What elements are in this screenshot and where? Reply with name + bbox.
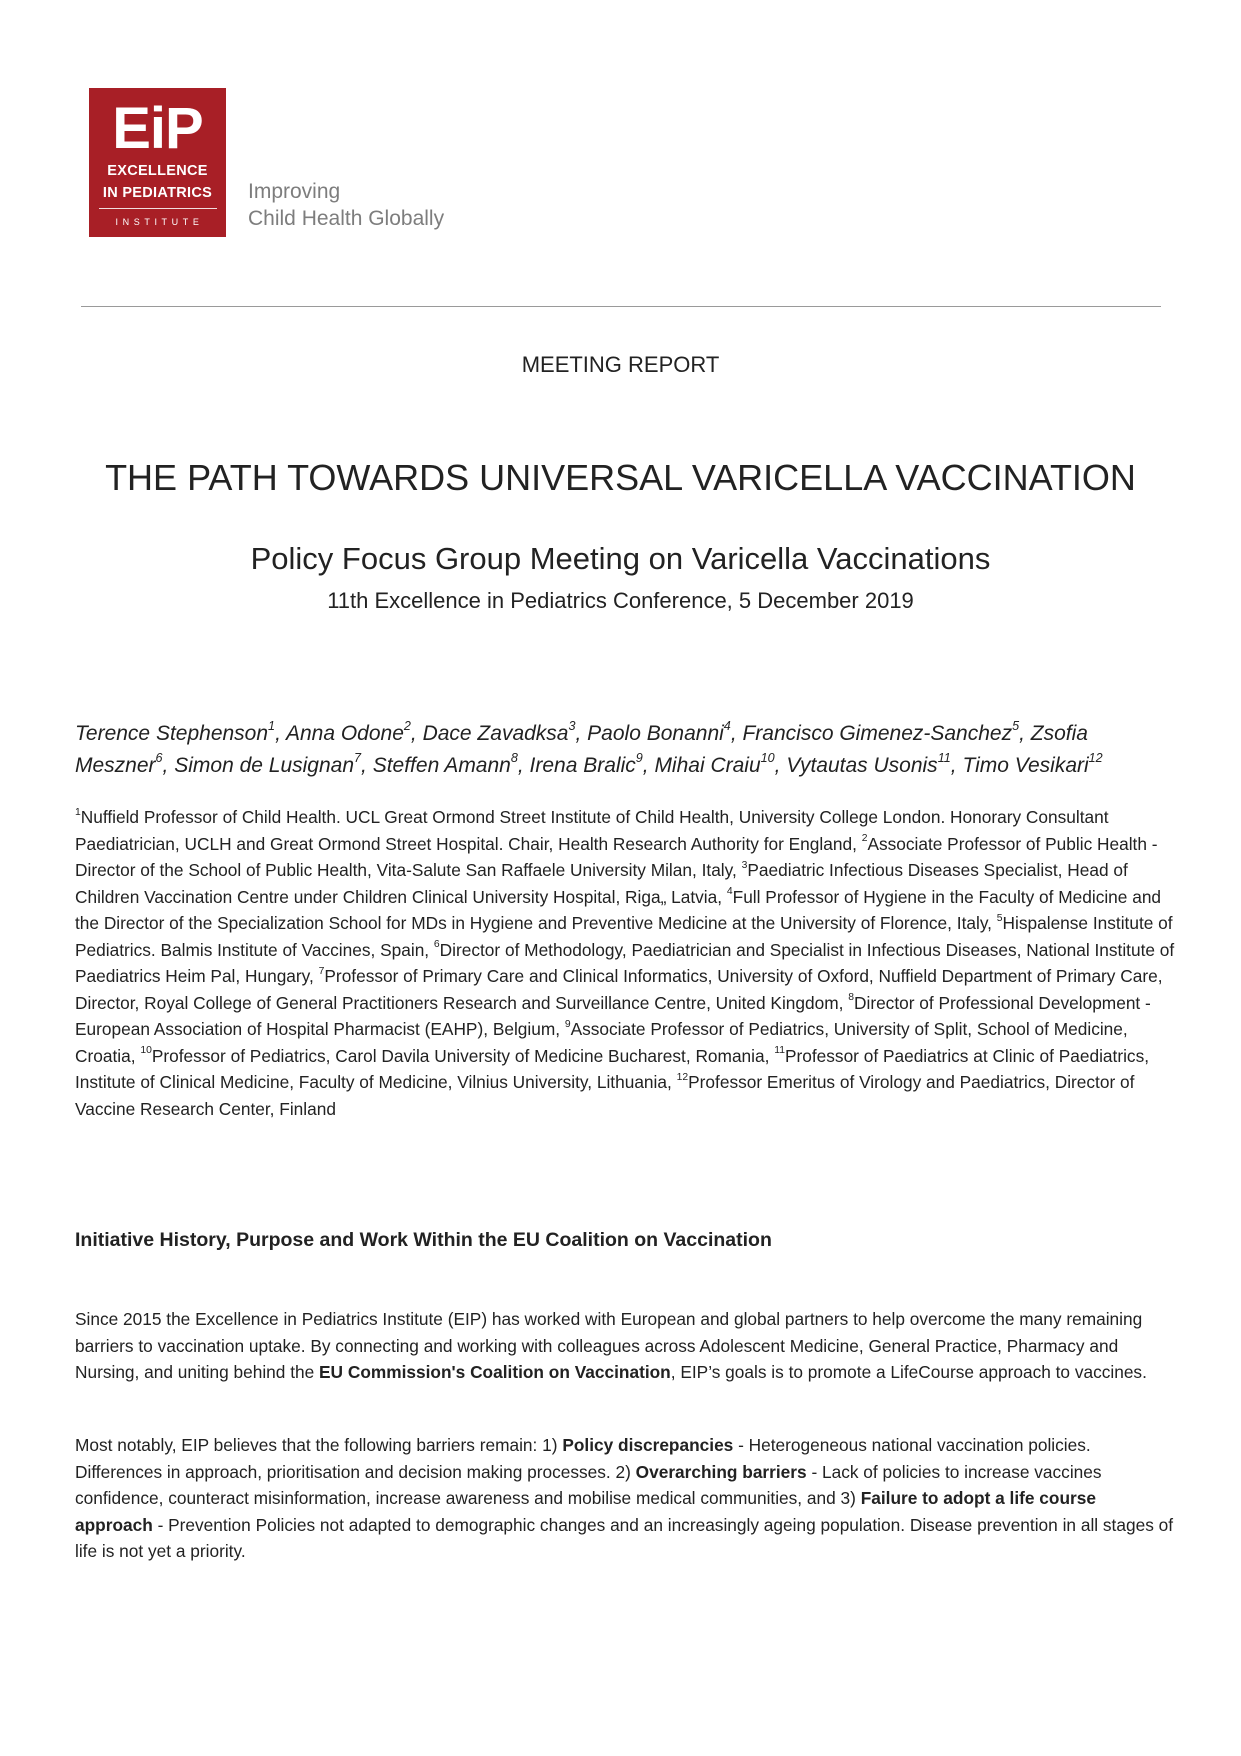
author-name: Zsofia Meszner <box>75 722 1088 777</box>
affiliation-superscript: 1 <box>75 806 81 818</box>
barrier-2-label: Overarching barriers <box>635 1461 807 1482</box>
affiliation-superscript: 3 <box>741 859 748 871</box>
affiliation-superscript: 4 <box>726 886 733 898</box>
barrier-2-text: - Lack of policies to increase vaccines confidence, counteract misinformation, increase awareness and mobilise medical communities, and 3) <box>75 1461 1102 1508</box>
barrier-3-text: - Prevention Policies not adapted to demographic changes and an increasingly ageing population. Disease prevention in all stages of life is not yet a priority. <box>75 1514 1174 1561</box>
tagline-line-2: Child Health Globally <box>248 207 445 230</box>
report-label: MEETING REPORT <box>521 352 720 377</box>
paragraph-history-text-1: Since 2015 the Excellence in Pediatrics Institute (EIP) has worked with European and global partners to help overcome the many remaining barriers to vaccination uptake. By connecting and working with colleagues across Adolescent Medicine, General Practice, Pharmacy and Nursing, and uniting behind the <box>75 1309 1143 1382</box>
barrier-3-label: Failure to adopt a life course approach <box>75 1488 1096 1535</box>
affiliation-text: Associate Professor of Pediatrics, University of Split, School of Medicine, Croatia, <box>75 1019 1128 1066</box>
author-name: Francisco Gimenez-Sanchez <box>742 722 1013 745</box>
affiliation-superscript: 11 <box>774 1045 785 1057</box>
logo-divider <box>99 208 217 209</box>
affiliation-text: Nuffield Professor of Child Health. UCL Great Ormond Street Institute of Child Health, University College London. Honorary Consultant Paediatrician, UCLH and Great Ormond Street Hospital. Chair, Health Research Authority for England, <box>75 807 1109 854</box>
affiliation-text: Associate Professor of Public Health - Director of the School of Public Health, Vita-Salute San Raffaele University Milan, Italy, <box>75 833 1158 880</box>
affiliation-superscript: 7 <box>318 965 325 977</box>
logo-text-in-pediatrics: IN PEDIATRICS <box>102 185 213 201</box>
author-list: Terence Stephenson$^1$, Anna Odone$^2$, Dace Zavadksa$^3$, Paolo Bonanni$^4$, Francisco Gimenez-Sanchez$^5$, Zsofia Meszner$^6$, Simon de Lusignan$^7$, Steffen Amann$^8$, Irena Bralic$^9$, Mihai Craiu$^{10}$, Vytautas Usonis$^{11}$, Timo Vesikari$^{12}$ <box>75 719 1103 777</box>
author-name: Dace Zavadksa <box>422 722 569 745</box>
affiliation-text: Professor of Paediatrics at Clinic of Paediatrics, Institute of Clinical Medicine, Faculty of Medicine, Vilnius University, Lithuania, <box>75 1045 1150 1092</box>
tagline-line-1: Improving <box>248 180 341 203</box>
affiliation-text: Professor of Pediatrics, Carol Davila University of Medicine Bucharest, Romania, <box>151 1045 775 1066</box>
affiliation-superscript: 6 <box>433 939 440 951</box>
affiliation-text: Professor Emeritus of Virology and Paediatrics, Director of Vaccine Research Center, Finland <box>75 1072 1135 1119</box>
logo-text-institute: INSTITUTE <box>115 217 204 227</box>
section-heading: Initiative History, Purpose and Work Within the EU Coalition on Vaccination <box>75 1229 772 1251</box>
author-name: Timo Vesikari <box>962 754 1089 777</box>
author-superscript: 1 <box>268 719 276 734</box>
subtitle: Policy Focus Group Meeting on Varicella Vaccinations <box>250 541 991 576</box>
affiliation-superscript: 2 <box>861 833 868 845</box>
conference-line: 11th Excellence in Pediatrics Conference, 5 December 2019 <box>327 588 914 613</box>
author-name: Terence Stephenson <box>75 722 269 745</box>
author-name: Paolo Bonanni <box>587 722 724 745</box>
affiliation-superscript: 9 <box>564 1018 571 1030</box>
affiliation-superscript: 8 <box>848 992 854 1004</box>
author-name: Anna Odone <box>285 722 404 745</box>
affiliation-list <box>75 804 1175 1122</box>
author-name: Irena Bralic <box>529 754 636 777</box>
affiliation-superscript: 5 <box>996 912 1003 924</box>
affiliation-superscript: 10 <box>140 1045 152 1057</box>
barrier-1-label: Policy discrepancies <box>562 1435 734 1455</box>
author-superscript: 10 <box>760 751 775 766</box>
author-superscript: 8 <box>510 751 518 766</box>
paragraph-history <box>75 1306 1175 1386</box>
affiliation-text: Professor of Primary Care and Clinical Informatics, University of Oxford, Nuffield Department of Primary Care, Director, Royal College of General Practitioners Research and Surveillance Centre, United Kingdom, <box>75 966 1163 1013</box>
logo-text-excellence: EXCELLENCE <box>107 163 208 179</box>
paragraph-barriers <box>75 1432 1175 1565</box>
paragraph-barriers-intro: Most notably, EIP believes that the following barriers remain: 1) <box>75 1435 563 1455</box>
affiliation-superscript: 12 <box>676 1071 689 1083</box>
author-superscript: 7 <box>354 751 362 766</box>
affiliation-text: Hispalense Institute of Pediatrics. Balmis Institute of Vaccines, Spain, <box>75 913 1173 960</box>
author-superscript: 12 <box>1088 751 1103 766</box>
paragraph-history-text-2: , EIP’s goals is to promote a LifeCourse approach to vaccines. <box>670 1362 1147 1382</box>
author-name: Mihai Craiu <box>654 754 761 777</box>
logo-mark: EiP <box>112 96 203 161</box>
author-name: Simon de Lusignan <box>174 754 355 777</box>
header-divider <box>81 306 1161 307</box>
tagline <box>248 178 444 232</box>
affiliation-text: Paediatric Infectious Diseases Specialist, Head of Children Vaccination Centre under Children Clinical University Hospital, Riga„ Latvia, <box>75 860 1128 907</box>
author-superscript: 4 <box>723 719 731 734</box>
author-name: Vytautas Usonis <box>786 754 938 777</box>
author-superscript: 9 <box>635 751 643 766</box>
author-superscript: 3 <box>568 719 576 734</box>
eip-logo <box>89 88 226 237</box>
author-superscript: 5 <box>1012 719 1020 734</box>
author-superscript: 6 <box>155 751 163 766</box>
affiliation-text: Full Professor of Hygiene in the Faculty of Medicine and the Director of the Specialization School for MDs in Hygiene and Preventive Medicine at the University of Florence, Italy, <box>75 886 1162 933</box>
barrier-1-text: - Heterogeneous national vaccination policies. Differences in approach, prioritisation and decision making processes. 2) <box>75 1435 1091 1482</box>
affiliation-text: Director of Methodology, Paediatrician and Specialist in Infectious Diseases, National Institute of Paediatrics Heim Pal, Hungary, <box>75 939 1175 986</box>
page-title: THE PATH TOWARDS UNIVERSAL VARICELLA VACCINATION <box>105 457 1136 498</box>
affiliation-text: Director of Professional Development - European Association of Hospital Pharmacist (EAHP), Belgium, <box>75 992 1151 1039</box>
author-name: Steffen Amann <box>372 754 511 777</box>
author-superscript: 2 <box>403 719 411 734</box>
author-superscript: 11 <box>937 751 951 766</box>
paragraph-history-bold: EU Commission's Coalition on Vaccination <box>319 1362 671 1382</box>
